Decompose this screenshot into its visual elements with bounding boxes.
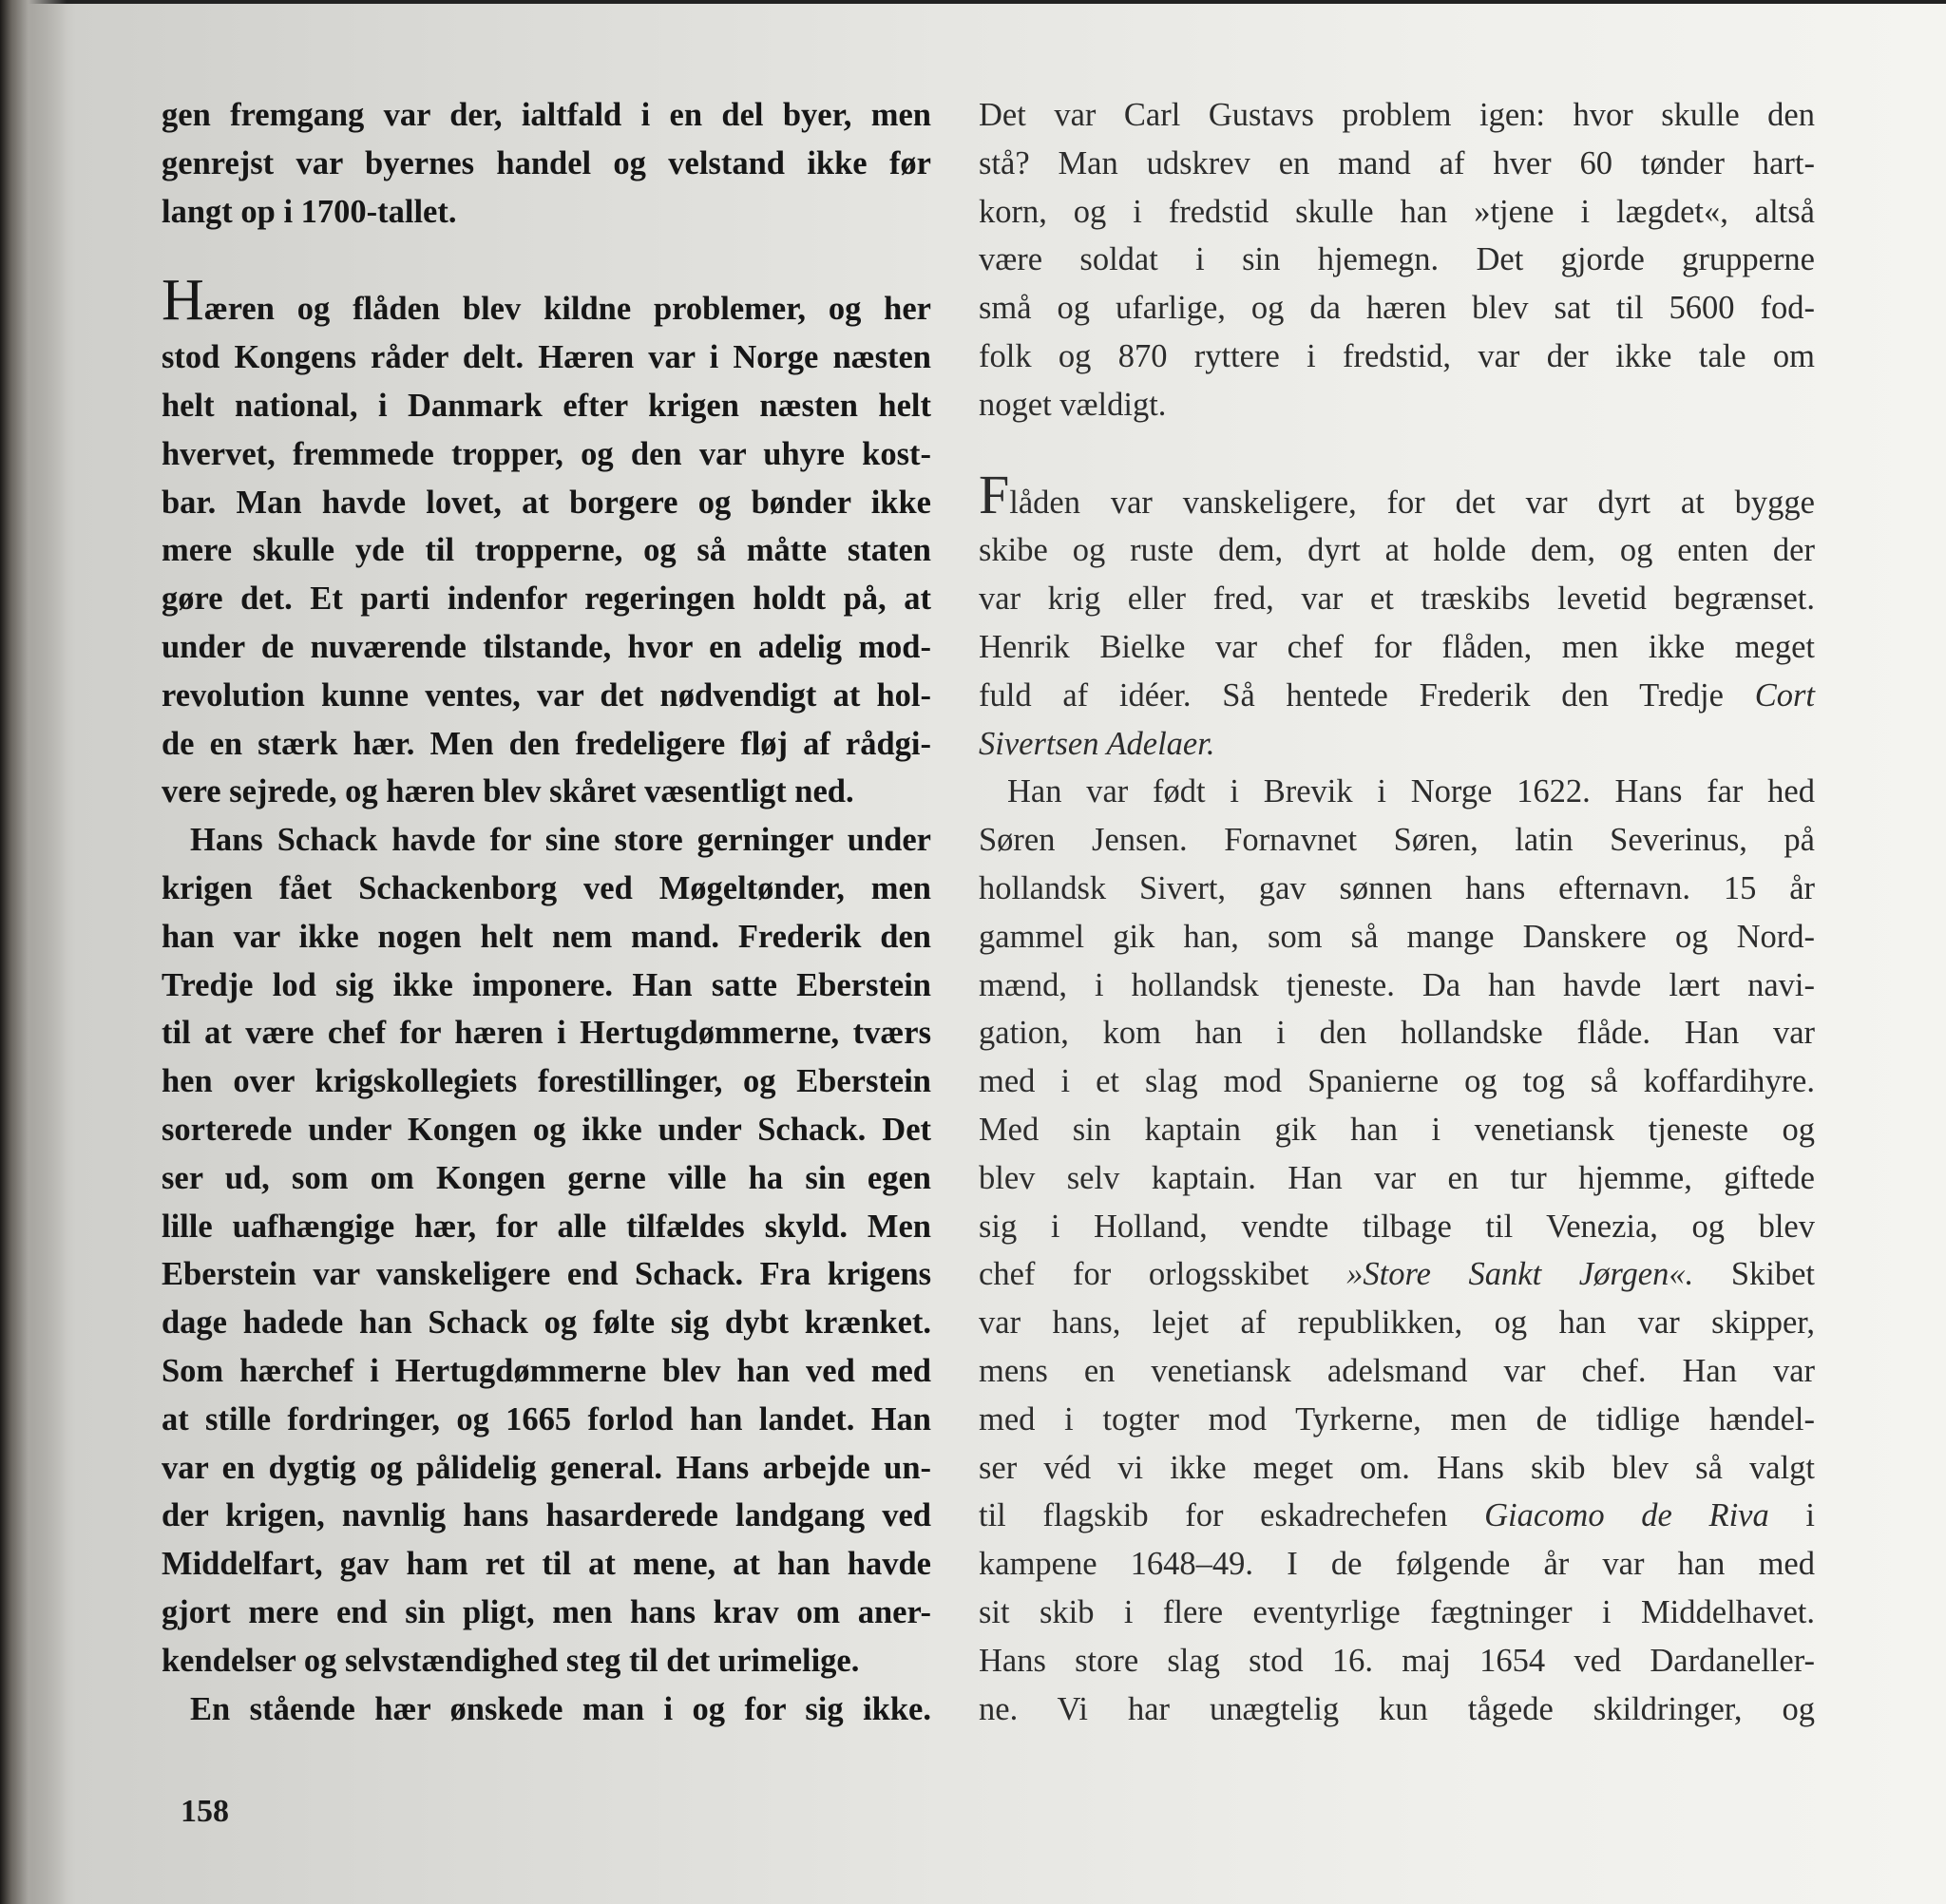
text-line: folk og 870 ryttere i fredstid, var der ikke tale om [979,337,1815,374]
text-line: gøre det. Et parti indenfor regeringen holdt på, at [162,581,931,618]
text-line: langt op i 1700-tallet. [162,193,457,230]
right-column [979,91,1815,1733]
text-line: chef for orlogsskibet »Store Sankt Jørgen«. Skibet [979,1256,1815,1293]
text-line: var krig eller fred, var et træskibs levetid begrænset. [979,581,1815,618]
text-line: var hans, lejet af republikken, og han var skipper, [979,1304,1815,1342]
text-line: Middelfart, gav ham ret til at mene, at han havde [162,1546,931,1583]
text-line: ne. Vi har unægtelig kun tågede skildringer, og [979,1690,1815,1727]
text-line: ser véd vi ikke meget om. Hans skib blev så valgt [979,1449,1815,1486]
text-line: fuld af idéer. Så hentede Frederik den Tredje Cort [979,676,1815,714]
italic-ship-name: »Store Sankt Jørgen«. [1346,1256,1694,1293]
text-line: stå? Man udskrev en mand af hver 60 tønder hart- [979,144,1815,181]
text-line: der krigen, navnlig hans hasarderede landgang ved [162,1497,931,1534]
text-line: Henrik Bielke var chef for flåden, men ikke meget [979,628,1815,665]
text-line: sorterede under Kongen og ikke under Schack. Det [162,1111,931,1148]
drop-cap: F [979,463,1010,525]
text-line: at stille fordringer, og 1665 forlod han landet. Han [162,1400,931,1438]
text-line: under de nuværende tilstande, hvor en adelig mod- [162,628,931,665]
text-line: sit skib i flere eventyrlige fægtninger i Middelhavet. [979,1593,1815,1630]
text-line: mænd, i hollandsk tjeneste. Da han havde lært navi- [979,966,1815,1003]
text-line: være soldat i sin hjemegn. Det gjorde grupperne [979,241,1815,278]
text-line: helt national, i Danmark efter krigen næsten helt [162,387,931,424]
text-line: Hæren og flåden blev kildne problemer, og her [162,268,931,333]
text-line: noget vældigt. [979,386,1167,423]
text-line: Tredje lod sig ikke imponere. Han satte Eberstein [162,966,931,1003]
text-line: mere skulle yde til tropperne, og så måtte staten [162,532,931,569]
text-line: revolution kunne ventes, var det nødvendigt at hol- [162,676,931,714]
text-line: gen fremgang var der, ialtfald i en del byer, men [162,97,931,133]
text-line: gjort mere end sin pligt, men hans krav om aner- [162,1593,931,1630]
left-column [162,91,931,1733]
text-line: hvervet, fremmede tropper, og den var uhyre kost- [162,435,931,472]
text-line: genrejst var byernes handel og velstand ikke før [162,144,931,181]
text-line: med i togter mod Tyrkerne, men de tidlige hændel- [979,1400,1815,1438]
paragraph-gap [162,236,931,285]
text-line: Søren Jensen. Fornavnet Søren, latin Severinus, på [979,822,1815,859]
text-line: En stående hær ønskede man i og for sig ikke. [190,1690,931,1727]
text-line: gation, kom han i den hollandske flåde. Han var [979,1015,1815,1052]
text-line: hen over krigskollegiets forestillinger, og Eberstein [162,1063,931,1100]
text-line: lille uafhængige hær, for alle tilfældes skyld. Men [162,1208,931,1245]
page-number: 158 [181,1794,229,1829]
text-line: Han var født i Brevik i Norge 1622. Hans far hed [1007,773,1815,810]
text-line: korn, og i fredstid skulle han »tjene i lægdet«, altså [979,193,1815,230]
paragraph-gap [979,429,1815,479]
text-line: mens en venetiansk adelsmand var chef. Han var [979,1352,1815,1389]
text-line: Det var Carl Gustavs problem igen: hvor skulle den [979,97,1815,133]
text-line: stod Kongens råder delt. Hæren var i Norge næsten [162,339,931,376]
text-line: de en stærk hær. Men den fredeligere fløj af rådgi- [162,725,931,762]
text-line: Med sin kaptain gik han i venetiansk tjeneste og [979,1111,1815,1148]
text-line: hollandsk Sivert, gav sønnen hans efternavn. 15 år [979,869,1815,906]
text-line: Eberstein var vanskeligere end Schack. Fra krigens [162,1256,931,1293]
text-line: bar. Man havde lovet, at borgere og bønder ikke [162,484,931,521]
text-line: dage hadede han Schack og følte sig dybt krænket. [162,1304,931,1342]
text-line [979,720,1815,769]
text-line: til at være chef for hæren i Hertugdømmerne, tværs [162,1015,931,1052]
italic-name: Giacomo de Riva [1484,1497,1769,1534]
text-line: krigen fået Schackenborg ved Møgeltønder, men [162,869,931,906]
text-line: med i et slag mod Spanierne og tog så koffardihyre. [979,1063,1815,1100]
italic-name: Cort [1754,676,1815,714]
text-line: han var ikke nogen helt nem mand. Frederik den [162,918,931,955]
text-line: sig i Holland, vendte tilbage til Venezia, og blev [979,1208,1815,1245]
text-line: Hans Schack havde for sine store gerninger under [190,822,931,859]
text-line: kampene 1648–49. I de følgende år var han med [979,1546,1815,1583]
italic-name: Sivertsen Adelaer. [979,725,1215,762]
page-top-edge [0,0,1946,4]
text-line: skibe og ruste dem, dyrt at holde dem, og enten der [979,532,1815,569]
text-line: ser ud, som om Kongen gerne ville ha sin egen [162,1159,931,1196]
text-line: blev selv kaptain. Han var en tur hjemme, giftede [979,1159,1815,1196]
drop-cap: H [162,268,204,333]
text-line: var en dygtig og pålidelig general. Hans arbejde un- [162,1449,931,1486]
text-line: vere sejrede, og hæren blev skåret væsentligt ned. [162,773,854,810]
text-line: Hans store slag stod 16. maj 1654 ved Dardaneller- [979,1642,1815,1679]
text-line: Flåden var vanskeligere, for det var dyrt at bygge [979,463,1815,525]
text-line: gammel gik han, som så mange Danskere og Nord- [979,918,1815,955]
text-line: Som hærchef i Hertugdømmerne blev han ved med [162,1352,931,1389]
text-line: kendelser og selvstændighed steg til det urimelige. [162,1642,860,1679]
text-line: til flagskib for eskadrechefen Giacomo de Riva i [979,1497,1815,1534]
book-spine-shadow [0,0,67,1904]
text-line: små og ufarlige, og da hæren blev sat til 5600 fod- [979,290,1815,327]
